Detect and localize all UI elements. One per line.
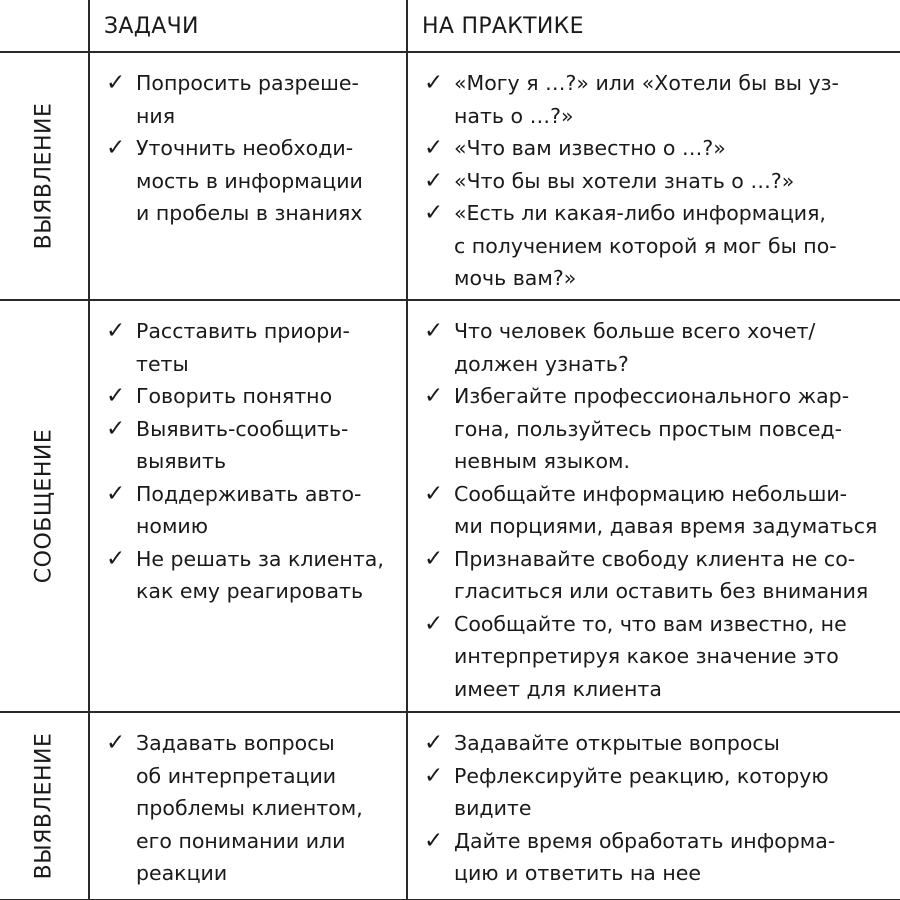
checkmark-icon: ✓ [106, 383, 126, 410]
table-row [0, 712, 900, 899]
tasks-cell [89, 712, 407, 899]
list-item-text: Что человек больше всего хочет/ должен узнать? [454, 319, 816, 376]
list-item [408, 825, 900, 890]
header-row [0, 0, 900, 52]
checkmark-icon: ✓ [424, 545, 444, 572]
list-item [408, 132, 900, 165]
practice-cell [407, 712, 900, 899]
list-item [90, 543, 406, 608]
checkmark-icon: ✓ [106, 318, 126, 345]
list-item [408, 727, 900, 760]
row-label-cell [0, 300, 89, 712]
list-item [408, 543, 900, 608]
header-tasks [89, 0, 407, 52]
header-practice [407, 0, 900, 52]
checkmark-icon: ✓ [424, 318, 444, 345]
row-label-cell [0, 52, 89, 300]
checkmark-icon: ✓ [424, 383, 444, 410]
checkmark-icon: ✓ [424, 762, 444, 789]
practice-list [408, 53, 900, 295]
list-item [90, 67, 406, 132]
list-item [90, 315, 406, 380]
list-item [408, 197, 900, 295]
checkmark-icon: ✓ [106, 70, 126, 97]
practice-cell [407, 300, 900, 712]
list-item-text: Уточнить необходи- мость в информации и пробелы в знаниях [136, 136, 363, 226]
row-label-cell [0, 712, 89, 899]
list-item [408, 67, 900, 132]
list-item [90, 478, 406, 543]
checkmark-icon: ✓ [424, 135, 444, 162]
list-item-text: Не решать за клиента, как ему реагировать [136, 546, 384, 604]
list-item [408, 608, 900, 706]
list-item-text: «Что вам известно о …?» [454, 136, 726, 161]
row-label: СООБЩЕНИЕ [31, 429, 57, 584]
list-item-text: Рефлексируйте реакцию, которую видите [454, 763, 829, 821]
practice-cell [407, 52, 900, 300]
checkmark-icon: ✓ [106, 730, 126, 757]
checkmark-icon: ✓ [424, 827, 444, 854]
list-item-text: «Могу я …?» или «Хотели бы вы уз- нать о …?» [454, 71, 839, 128]
checkmark-icon: ✓ [106, 135, 126, 162]
list-item-text: Задавать вопросы об интерпретации проблемы клиентом, его понимании или реакции [136, 731, 363, 886]
list-item-text: «Что бы вы хотели знать о …?» [454, 168, 795, 193]
list-item-text: Избегайте профессионального жар- гона, пользуйтесь простым повсед- невным языком. [454, 384, 850, 474]
tasks-cell [89, 52, 407, 300]
list-item-text: «Есть ли какая-либо информация, с получением которой я мог бы по- мочь вам?» [454, 201, 837, 291]
checkmark-icon: ✓ [106, 545, 126, 572]
list-item-text: Сообщайте то, что вам известно, не интерпретируя какое значение это имеет для клиента [454, 611, 847, 701]
tasks-list [90, 301, 406, 608]
tasks-list [90, 53, 406, 230]
checkmark-icon: ✓ [424, 610, 444, 637]
list-item-text: Расставить приори- теты [136, 319, 350, 376]
list-item [90, 380, 406, 413]
practice-list [408, 301, 900, 705]
list-item [408, 380, 900, 478]
list-item [408, 760, 900, 825]
list-item-text: Сообщайте информацию небольши- ми порциями, давая время задуматься [454, 481, 878, 539]
list-item-text: Задавайте открытые вопросы [454, 731, 780, 756]
list-item [90, 132, 406, 230]
list-item [90, 413, 406, 478]
checkmark-icon: ✓ [424, 730, 444, 757]
list-item [408, 165, 900, 198]
checkmark-icon: ✓ [106, 415, 126, 442]
row-label: ВЫЯВЛЕНИЕ [31, 102, 57, 250]
checkmark-icon: ✓ [424, 480, 444, 507]
list-item-text: Дайте время обработать информа- цию и ответить на нее [454, 828, 836, 886]
checkmark-icon: ✓ [424, 200, 444, 227]
table-row [0, 300, 900, 712]
list-item [408, 315, 900, 380]
checkmark-icon: ✓ [424, 70, 444, 97]
list-item [408, 478, 900, 543]
tasks-cell [89, 300, 407, 712]
table-row [0, 52, 900, 300]
checkmark-icon: ✓ [424, 167, 444, 194]
list-item-text: Говорить понятно [136, 384, 333, 409]
list-item-text: Попросить разреше- ния [136, 71, 359, 128]
list-item [90, 727, 406, 890]
header-tasks-label: ЗАДАЧИ [104, 14, 199, 39]
row-label: ВЫЯВЛЕНИЕ [31, 732, 57, 880]
checkmark-icon: ✓ [106, 480, 126, 507]
header-practice-label: НА ПРАКТИКЕ [422, 14, 584, 39]
list-item-text: Признавайте свободу клиента не со- гласиться или оставить без внимания [454, 546, 869, 604]
list-item-text: Поддерживать авто- номию [136, 481, 362, 539]
practice-list [408, 713, 900, 890]
tasks-list [90, 713, 406, 890]
list-item-text: Выявить-сообщить- выявить [136, 416, 349, 474]
header-empty-cell [0, 0, 89, 52]
